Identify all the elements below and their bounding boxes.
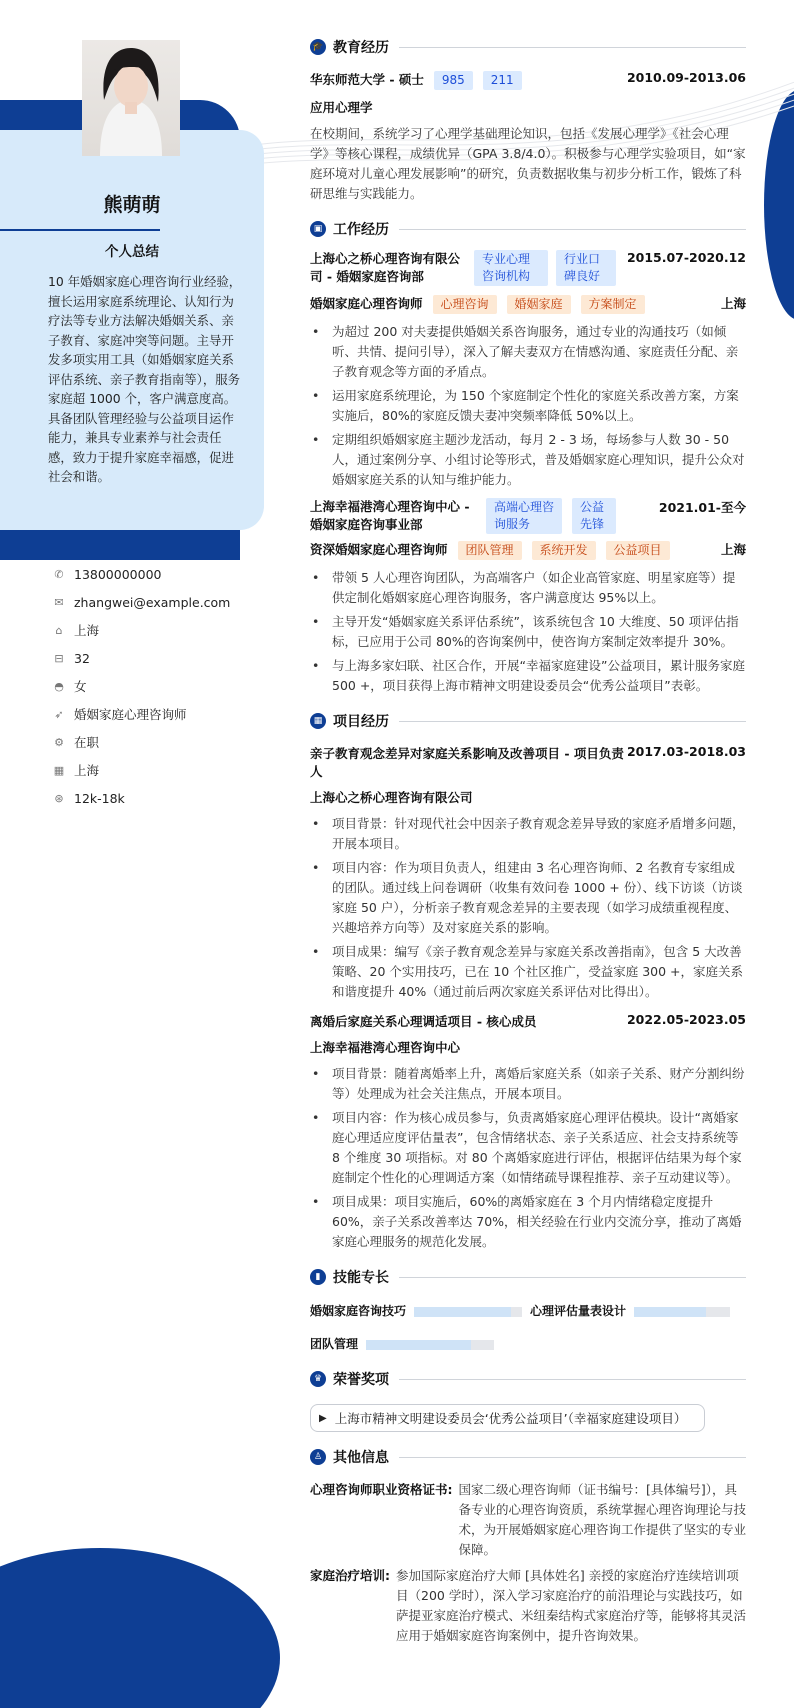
contact-row [50, 644, 250, 672]
list-item: • 带领 5 人心理咨询团队，为高端客户（如企业高管家庭、明星家庭等）提供定制化婚姻家庭心理咨询服务，客户满意度达 95%以上。 [310, 568, 746, 608]
skill-item [310, 1302, 530, 1319]
skill-bar [634, 1307, 730, 1317]
section-divider [399, 229, 746, 230]
contact-text: 婚姻家庭心理咨询师 [74, 707, 187, 722]
skill-name: 团队管理 [310, 1337, 359, 1351]
summary-title: 个人总结 [105, 244, 159, 260]
gender-icon: ◓ [54, 679, 64, 693]
project-header [310, 744, 746, 780]
company-tag: 高端心理咨询服务 [486, 498, 562, 534]
job-role: 婚姻家庭心理咨询师 [310, 296, 423, 311]
project-name: 亲子教育观念差异对家庭关系影响及改善项目 - 项目负责人 [310, 746, 624, 779]
education-title: 教育经历 [333, 40, 389, 56]
list-item: • 项目内容：作为项目负责人，组建由 3 名心理咨询师、2 名教育专家组成的团队。通过线上问卷调研（收集有效问卷 1000 + 份）、线下访谈（访谈家庭 50 户），分析亲子教育观念差异的主要表现（如学习成绩重视程度、兴趣培养方向等）及对家庭关系的影响。 [310, 858, 746, 938]
list-item: • 项目背景：针对现代社会中因亲子教育观念差异导致的家庭矛盾增多问题，开展本项目。 [310, 814, 746, 854]
skill-item [310, 1335, 530, 1352]
contact-row [50, 700, 250, 728]
role-tag: 系统开发 [532, 541, 596, 560]
person-icon: ♙ [310, 1449, 326, 1465]
skill-name: 婚姻家庭咨询技巧 [310, 1304, 407, 1318]
awards-title: 荣誉奖项 [333, 1372, 389, 1388]
section-divider [399, 47, 746, 48]
project-bullets [310, 1064, 746, 1252]
school-tag: 985 [434, 71, 473, 90]
job-icon: ➶ [54, 707, 64, 721]
company-tag: 行业口碑良好 [556, 250, 616, 286]
contact-list [50, 560, 250, 812]
company-tag: 公益先锋 [572, 498, 616, 534]
role-tag: 婚姻家庭 [507, 295, 571, 314]
skill-fill [634, 1307, 706, 1317]
skills-list [310, 1302, 746, 1352]
list-item: • 项目内容：作为核心成员参与，负责离婚家庭心理评估模块。设计“离婚家庭心理适应度评估量表”，包含情绪状态、亲子关系适应、社会支持系统等 8 个维度 30 项指标。对 80 个离婚家庭进行评估，根据评估结果为每个家庭制定个性化的心理调适方案（如情绪疏导课程推荐、亲子互动建议等）。 [310, 1108, 746, 1188]
school-tag: 211 [483, 71, 522, 90]
section-divider [399, 1277, 746, 1278]
contact-text: 32 [74, 650, 90, 666]
education-major: 应用心理学 [310, 100, 373, 115]
city-icon: ▦ [53, 763, 65, 777]
project-bullets [310, 814, 746, 1002]
info-label: 心理咨询师职业资格证书: [310, 1482, 453, 1497]
list-item: • 为超过 200 对夫妻提供婚姻关系咨询服务，通过专业的沟通技巧（如倾听、共情、提问引导），深入了解夫妻双方在情感沟通、家庭责任分配、亲子教育观念等方面的矛盾点。 [310, 322, 746, 382]
work-title: 工作经历 [333, 222, 389, 238]
skills-header [310, 1266, 746, 1288]
awards-list [310, 1404, 746, 1432]
list-item: • 项目背景：随着离婚率上升，离婚后家庭关系（如亲子关系、财产分割纠纷等）处理成为社会关注焦点，开展本项目。 [310, 1064, 746, 1104]
info-label: 家庭治疗培训: [310, 1568, 390, 1583]
play-triangle-icon: ▶ [319, 1412, 327, 1424]
education-date: 2010.09-2013.06 [626, 70, 746, 85]
company-tag: 专业心理咨询机构 [474, 250, 548, 286]
job-city: 上海 [720, 296, 746, 311]
list-item: • 主导开发“婚姻家庭关系评估系统”，该系统包含 10 大维度、50 项评估指标，已应用于公司 80%的咨询案例中，使咨询方案制定效率提升 30%。 [310, 612, 746, 652]
project-org: 上海幸福港湾心理咨询中心 [310, 1040, 461, 1055]
other-header [310, 1446, 746, 1468]
status-icon: ⚙ [54, 735, 64, 749]
list-item: • 项目成果：编写《亲子教育观念差异与家庭关系改善指南》，包含 5 大改善策略、20 个实用技巧，已在 10 个社区推广，受益家庭 300 +，家庭关系和谐度提升 40%（通过前后两次家庭关系评估对比得出）。 [310, 942, 746, 1002]
info-text: 国家二级心理咨询师（证书编号：[具体编号]），具备专业的心理咨询资质，系统掌握心理咨询理论与技术，为开展婚姻家庭心理咨询工作提供了坚实的专业保障。 [458, 1482, 747, 1557]
list-item: • 项目成果：项目实施后，60%的离婚家庭在 3 个月内情绪稳定度提升 60%，亲子关系改善率达 70%，相关经验在行业内交流分享，推动了离婚家庭心理服务的规范化发展。 [310, 1192, 746, 1252]
section-divider [399, 1457, 746, 1458]
skill-fill [366, 1340, 471, 1350]
contact-text: 女 [74, 679, 87, 694]
project-header [310, 1012, 746, 1030]
main-column [310, 36, 746, 1652]
other-list [310, 1480, 746, 1646]
job-role-row [310, 294, 746, 314]
contact-row [50, 588, 250, 616]
job-bullets [310, 568, 746, 696]
education-header [310, 36, 746, 58]
contact-text: 13800000000 [74, 566, 162, 582]
awards-header [310, 1368, 746, 1390]
job-date: 2021.01-至今 [658, 500, 746, 515]
contact-text: 上海 [74, 763, 100, 778]
bar-chart-icon: ▮ [310, 1269, 326, 1285]
phone-icon: ✆ [54, 567, 64, 581]
role-tag: 方案制定 [581, 295, 645, 314]
contact-row [50, 616, 250, 644]
role-tag: 心理咨询 [433, 295, 497, 314]
job-bullets [310, 322, 746, 490]
job-company: 上海心之桥心理咨询有限公司 - 婚姻家庭咨询部 [310, 251, 461, 284]
contact-text: 在职 [74, 735, 100, 750]
projects-header [310, 710, 746, 732]
skill-item [530, 1302, 746, 1319]
other-title: 其他信息 [333, 1450, 389, 1466]
job-date: 2015.07-2020.12 [626, 250, 746, 265]
decorative-bottom-curve [0, 1548, 280, 1708]
profile-photo [82, 40, 180, 156]
list-item: • 运用家庭系统理论，为 150 个家庭制定个性化的家庭关系改善方案，方案实施后，80%的家庭反馈夫妻冲突频率降低 50%以上。 [310, 386, 746, 426]
role-tag: 公益项目 [606, 541, 670, 560]
projects-title: 项目经历 [333, 714, 389, 730]
age-icon: ⊟ [54, 651, 64, 665]
name-divider [0, 229, 160, 231]
grid-icon: ▦ [310, 713, 326, 729]
trophy-icon: ♛ [310, 1371, 326, 1387]
job-header [310, 250, 746, 286]
education-description: 在校期间，系统学习了心理学基础理论知识，包括《发展心理学》《社会心理学》等核心课程，成绩优异（GPA 3.8/4.0）。积极参与心理学实验项目，如“家庭环境对儿童心理发展影响”的研究，负责数据收集与初步分析工作，锻炼了科研思维与实践能力。 [310, 126, 746, 201]
project-date: 2017.03-2018.03 [626, 744, 746, 759]
role-tag: 团队管理 [458, 541, 522, 560]
info-item [310, 1480, 746, 1560]
project-org: 上海心之桥心理咨询有限公司 [310, 790, 473, 805]
home-icon: ⌂ [55, 623, 63, 637]
award-item[interactable] [310, 1404, 705, 1432]
contact-row [50, 728, 250, 756]
job-role-row [310, 540, 746, 560]
work-header [310, 218, 746, 240]
job-city: 上海 [720, 542, 746, 557]
award-text: 上海市精神文明建设委员会‘优秀公益项目’（幸福家庭建设项目） [334, 1411, 687, 1426]
project-name: 离婚后家庭关系心理调适项目 - 核心成员 [310, 1014, 537, 1029]
job-role: 资深婚姻家庭心理咨询师 [310, 542, 448, 557]
skill-name: 心理评估量表设计 [530, 1304, 627, 1318]
list-item: • 与上海多家妇联、社区合作，开展“幸福家庭建设”公益项目，累计服务家庭 500 +，项目获得上海市精神文明建设委员会“优秀公益项目”表彰。 [310, 656, 746, 696]
summary-text: 10 年婚姻家庭心理咨询行业经验，擅长运用家庭系统理论、认知行为疗法等专业方法解决婚姻关系、亲子教育、家庭冲突等问题。主导开发多项实用工具（如婚姻家庭关系评估系统、亲子教育指南等），服务家庭超 1000 个，客户满意度高。具备团队管理经验与公益项目运作能力，兼具专业素养与社会责任感，致力于提升家庭幸福感，促进社会和谐。 [48, 274, 242, 484]
contact-text: zhangwei@example.com [74, 594, 231, 610]
school-name: 华东师范大学 - 硕士 [310, 72, 424, 87]
briefcase-icon: ▣ [310, 221, 326, 237]
skill-fill [414, 1307, 511, 1317]
contact-text: 上海 [74, 623, 100, 638]
contact-row [50, 784, 250, 812]
list-item: • 定期组织婚姻家庭主题沙龙活动，每月 2 - 3 场，每场参与人数 30 - 50 人，通过案例分享、小组讨论等形式，普及婚姻家庭心理知识，提升公众对婚姻家庭关系的认知与维护能力。 [310, 430, 746, 490]
section-divider [399, 1379, 746, 1380]
contact-row [50, 560, 250, 588]
info-item [310, 1566, 746, 1646]
contact-row [50, 756, 250, 784]
contact-row [50, 672, 250, 700]
info-text: 参加国际家庭治疗大师 [具体姓名] 亲授的家庭治疗连续培训项目（200 学时），深入学习家庭治疗的前沿理论与实践技巧，如萨提亚家庭治疗模式、米纽秦结构式家庭治疗等，能够将其灵活应用于婚姻家庭咨询案例中，提升咨询效果。 [396, 1568, 747, 1643]
profile-name: 熊萌萌 [103, 194, 161, 216]
contact-text: 12k-18k [74, 790, 125, 806]
job-company: 上海幸福港湾心理咨询中心 - 婚姻家庭咨询事业部 [310, 499, 470, 532]
skill-bar [414, 1307, 522, 1317]
skills-title: 技能专长 [333, 1270, 389, 1286]
job-header [310, 498, 746, 534]
education-row [310, 70, 746, 90]
graduation-cap-icon: 🎓 [310, 39, 326, 55]
skill-bar [366, 1340, 494, 1350]
mail-icon: ✉ [54, 595, 64, 609]
project-date: 2022.05-2023.05 [626, 1012, 746, 1027]
section-divider [399, 721, 746, 722]
salary-icon: ⊛ [54, 791, 64, 805]
